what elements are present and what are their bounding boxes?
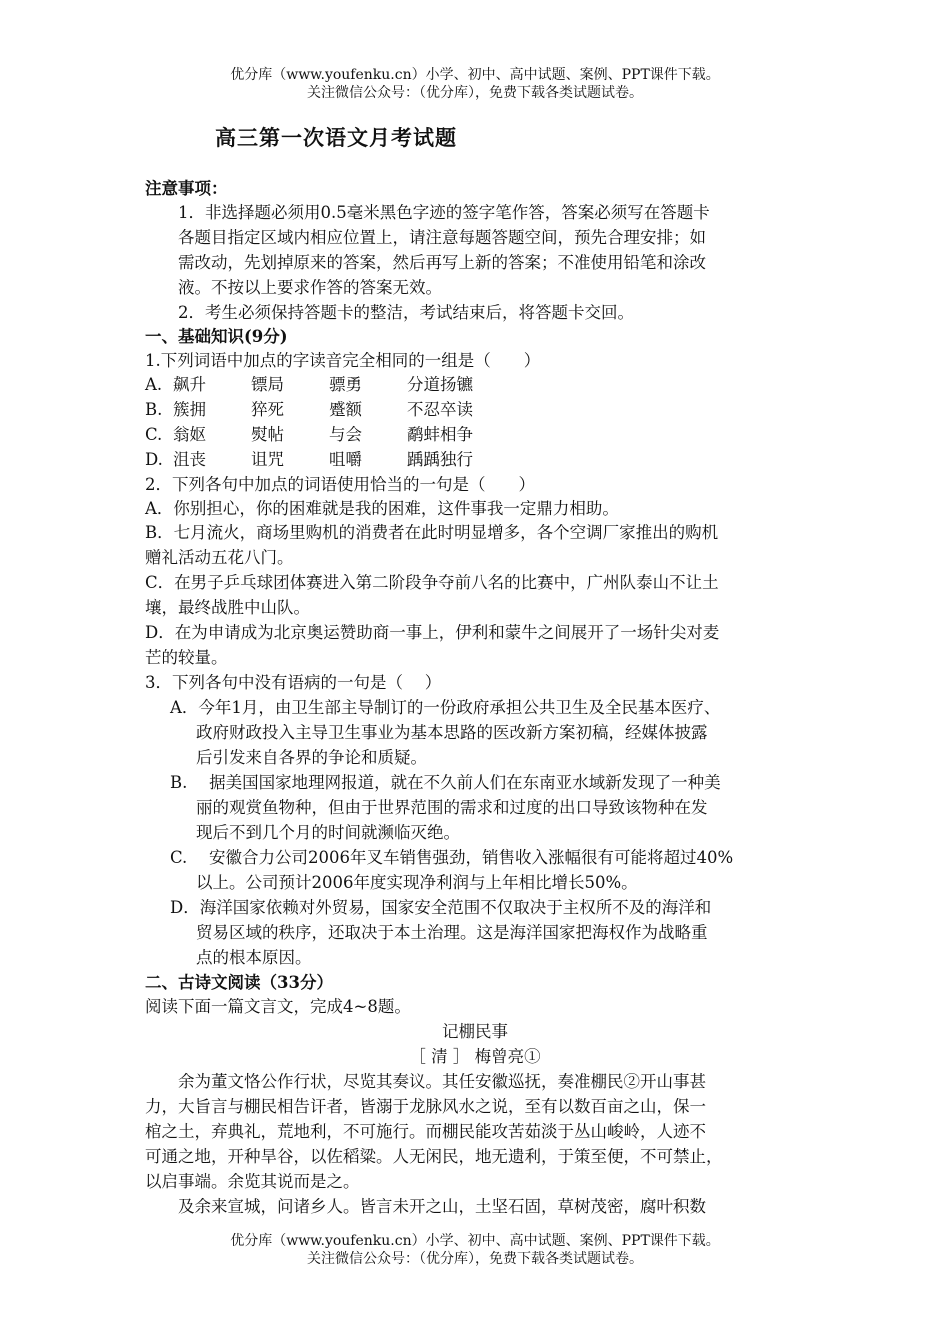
q2-line: 赠礼活动五花八门。 [145,548,294,567]
header-line-2: 关注微信公众号：（优分库），免费下载各类试题试卷。 [307,85,643,101]
reading-intro: 阅读下面一篇文言文，完成4~8题。 [145,997,411,1016]
notice-line: 2．考生必须保持答题卡的整洁，考试结束后，将答题卡交回。 [178,303,634,322]
question-stem: 2．下列各句中加点的词语使用恰当的一句是（ ） [145,475,535,494]
option-word: 镖局 [251,375,284,394]
article-line: 以启事端。余览其说而是之。 [145,1172,360,1191]
option-label: B. [145,400,163,419]
article-line: 可通之地，开种旱谷，以佐稻粱。人无闲民，地无遗利，于策至便，不可禁止， [145,1147,723,1166]
q3-line: A．今年1月，由卫生部主导制订的一份政府承担公共卫生及全民基本医疗、 [170,698,721,717]
option-word: 沮丧 [173,450,206,469]
q2-line: B．七月流火，商场里购机的消费者在此时明显增多，各个空调厂家推出的购机 [145,523,719,542]
q1-option-a [145,374,473,396]
q2-line: A．你别担心，你的困难就是我的困难，这件事我一定鼎力相助。 [145,499,619,518]
option-word: 猝死 [251,400,284,419]
q3-line: 以上。公司预计2006年度实现净利润与上年相比增长50%。 [196,873,638,892]
option-word: 诅咒 [251,450,284,469]
article-line: 及余来宣城，问诸乡人。皆言未开之山，土坚石固，草树茂密，腐叶积数 [178,1197,706,1216]
q2-line: D．在为申请成为北京奥运赞助商一事上，伊利和蒙牛之间展开了一场针尖对麦 [145,623,720,642]
option-word: 蹙额 [329,400,362,419]
footer-line-1: 优分库（www.youfenku.cn）小学、初中、高中试题、案例、PPT课件下载。 [230,1233,720,1249]
option-label: D. [145,450,163,469]
option-label: C. [145,425,163,444]
q2-line: 芒的较量。 [145,648,228,667]
notice-heading: 注意事项： [145,179,228,198]
option-word: 飙升 [173,375,206,394]
option-word: 与会 [329,425,362,444]
q3-line: 点的根本原因。 [196,948,312,967]
q1-option-c [145,424,473,446]
q1-option-b [145,399,473,421]
q2-line: C．在男子乒乓球团体赛进入第二阶段争夺前八名的比赛中，广州队泰山不让土 [145,573,719,592]
option-word: 翁妪 [173,425,206,444]
q3-line: B. 据美国国家地理网报道，就在不久前人们在东南亚水域新发现了一种美 [170,773,721,792]
q2-line: 壤，最终战胜中山队。 [145,598,310,617]
question-stem: 1.下列词语中加点的字读音完全相同的一组是（ ） [145,351,541,370]
notice-line: 需改动，先划掉原来的答案，然后再写上新的答案；不准使用铅笔和涂改 [178,253,706,272]
section-heading: 二、古诗文阅读（33分） [145,973,333,992]
notice-line: 1．非选择题必须用0.5毫米黑色字迹的签字笔作答，答案必须写在答题卡 [178,203,710,222]
article-line: 力，大旨言与棚民相告讦者，皆溺于龙脉风水之说，至有以数百亩之山，保一 [145,1097,706,1116]
q3-line: 现后不到几个月的时间就濒临灭绝。 [196,823,460,842]
option-word: 踽踽独行 [407,450,473,469]
article-line: 棺之土，弃典礼，荒地利，不可施行。而棚民能攻苦茹淡于丛山峻岭，人迹不 [145,1122,706,1141]
option-word: 分道扬镳 [407,375,473,394]
option-word: 骠勇 [329,375,362,394]
article-title: 记棚民事 [442,1022,508,1041]
article-line: 余为董文恪公作行状，尽览其奏议。其任安徽巡抚，奏准棚民②开山事甚 [178,1072,706,1091]
option-word: 鹬蚌相争 [407,425,473,444]
q3-line: 后引发来自各界的争论和质疑。 [196,748,427,767]
footer-line-2: 关注微信公众号：（优分库），免费下载各类试题试卷。 [307,1251,643,1267]
article-author: ［ 清 ］ 梅曾亮① [409,1047,541,1066]
option-word: 簇拥 [173,400,206,419]
q3-line: 政府财政投入主导卫生事业为基本思路的医改新方案初稿，经媒体披露 [196,723,708,742]
notice-line: 各题目指定区域内相应位置上，请注意每题答题空间，预先合理安排；如 [178,228,706,247]
q3-line: 贸易区域的秩序，还取决于本土治理。这是海洋国家把海权作为战略重 [196,923,708,942]
section-heading: 一、基础知识(9分) [145,327,288,346]
q1-option-d [145,449,473,471]
page-title: 高三第一次语文月考试题 [215,125,457,150]
q3-line: D．海洋国家依赖对外贸易，国家安全范围不仅取决于主权所不及的海洋和 [170,898,712,917]
q3-line: 丽的观赏鱼物种，但由于世界范围的需求和过度的出口导致该物种在发 [196,798,708,817]
header-line-1: 优分库（www.youfenku.cn）小学、初中、高中试题、案例、PPT课件下载。 [230,67,720,83]
option-word: 咀嚼 [329,450,362,469]
option-label: A. [145,375,163,394]
option-word: 不忍卒读 [407,400,473,419]
q3-line: C. 安徽合力公司2006年叉车销售强劲，销售收入涨幅很有可能将超过40% [170,848,734,867]
notice-line: 液。不按以上要求作答的答案无效。 [178,278,442,297]
option-word: 熨帖 [251,425,284,444]
question-stem: 3．下列各句中没有语病的一句是（ ） [145,673,442,692]
